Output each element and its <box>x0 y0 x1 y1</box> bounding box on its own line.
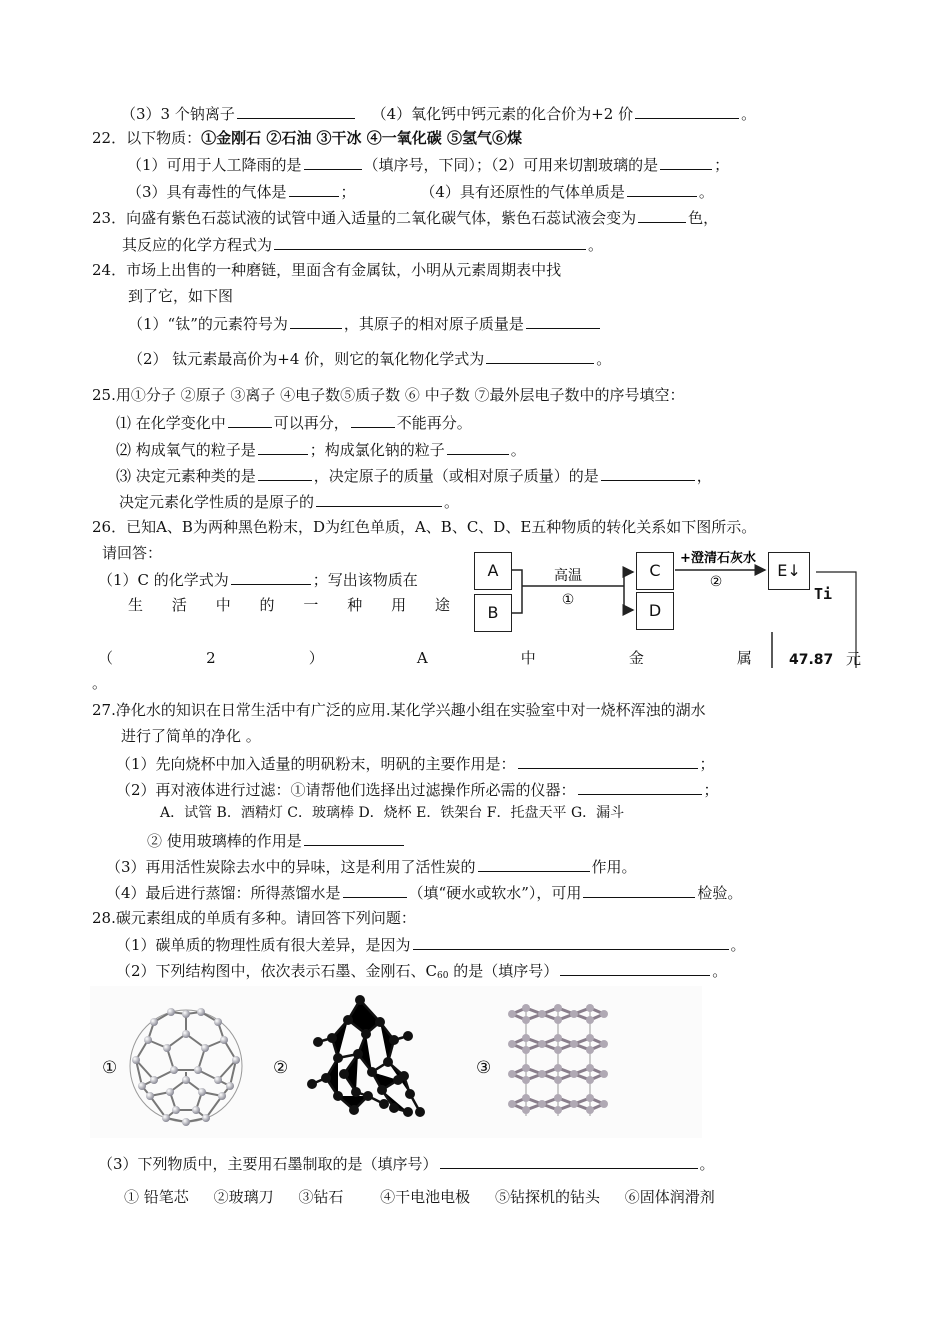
carbon-structures-figure <box>90 986 702 1138</box>
flow-box-e: E↓ <box>768 552 810 590</box>
answer-blank[interactable] <box>316 491 442 507</box>
q24-part1: （1）“钛”的元素符号为 ，其原子的相对原子质量是 <box>128 313 602 334</box>
answer-blank[interactable] <box>304 830 404 846</box>
answer-blank[interactable] <box>601 465 695 481</box>
q26-prompt: 请回答： <box>102 544 163 562</box>
q25-title: 25.用①分子 ②原子 ③离子 ④电子数⑤质子数 ⑥ 中子数 ⑦最外层电子数中的序号填空： <box>92 386 685 404</box>
q22-line2: （3）具有毒性的气体是 ； （4）具有还原性的气体单质是 。 <box>127 183 714 201</box>
q22-line1: （1）可用于人工降雨的是 （填序号，下同）；（2）可用来切割玻璃的是 ； <box>127 156 730 174</box>
q27-title-cont: 进行了简单的净化 。 <box>121 727 261 745</box>
answer-blank[interactable] <box>258 465 312 481</box>
answer-blank[interactable] <box>440 1153 698 1169</box>
q26-end: 。 <box>92 674 108 692</box>
q26-title: 26．已知A、B为两种黑色粉末，D为红色单质，A、B、C、D、E五种物质的转化关系如下图所示。 <box>92 518 757 536</box>
answer-blank[interactable] <box>237 103 355 119</box>
answer-blank[interactable] <box>518 753 698 769</box>
q27-part1: （1）先向烧杯中加入适量的明矾粉末，明矾的主要作用是： ； <box>116 755 715 773</box>
flow-box-a: A <box>474 552 512 590</box>
answer-blank[interactable] <box>343 882 407 898</box>
q27-part3: （3）再用活性炭除去水中的异味，这是利用了活性炭的 作用。 <box>106 858 637 876</box>
q28-options: ① 铅笔芯 ②玻璃刀 ③钻石 ④干电池电极 ⑤钻探机的钻头 ⑥固体润滑剂 <box>124 1188 715 1206</box>
answer-blank[interactable] <box>583 882 695 898</box>
answer-blank[interactable] <box>638 207 686 223</box>
q26-part1: （1）C 的化学式为 ；写出该物质在 <box>98 571 418 589</box>
cond2-number: ② <box>709 574 723 590</box>
diamond-structure-image <box>298 992 448 1134</box>
titanium-mass: 47.87 <box>789 652 834 668</box>
c60-structure-image <box>126 1000 246 1130</box>
titanium-name: 元 <box>846 650 862 668</box>
structure-label-3: ③ <box>476 1058 492 1078</box>
answer-blank[interactable] <box>578 779 702 795</box>
answer-blank[interactable] <box>290 313 342 329</box>
q28-part3: （3）下列物质中，主要用石墨制取的是（填序号） 。 <box>98 1155 715 1173</box>
flow-arrows <box>470 540 810 640</box>
q28-title: 28.碳元素组成的单质有多种。请回答下列问题： <box>92 909 416 927</box>
cond2-label: +澄清石灰水 <box>680 551 756 566</box>
q27-part2b: ② 使用玻璃棒的作用是 <box>147 830 406 851</box>
flow-box-d: D <box>636 592 674 630</box>
q27-options: A．试管 B．酒精灯 C．玻璃棒 D．烧杯 E．铁架台 F．托盘天平 G．漏斗 <box>160 805 625 821</box>
q24-line2: 到了它，如下图 <box>128 287 234 305</box>
answer-blank[interactable] <box>304 154 362 170</box>
answer-blank[interactable] <box>274 234 586 250</box>
flow-box-b: B <box>474 594 512 632</box>
answer-blank[interactable] <box>486 348 594 364</box>
q27-title: 27.净化水的知识在日常生活中有广泛的应用.某化学兴趣小组在实验室中对一烧杯浑浊的湖水 <box>92 701 706 719</box>
graphite-structure-image <box>506 1000 612 1130</box>
answer-blank[interactable] <box>560 960 710 976</box>
q22-title: 22．以下物质：①金刚石 ②石油 ③干冰 ④一氧化碳 ⑤氢气⑥煤 <box>92 129 522 147</box>
answer-blank[interactable] <box>228 412 272 428</box>
q25-part2: ⑵ 构成氧气的粒子是 ；构成氯化钠的粒子 。 <box>116 441 526 459</box>
q26-part2: （ 2 ） A 中 金 属 <box>98 649 752 667</box>
q25-part3: ⑶ 决定元素种类的是 ，决定原子的质量（或相对原子质量）的是 ， <box>116 467 712 485</box>
q24-line1: 24．市场上出售的一种磨链，里面含有金属钛，小明从元素周期表中找 <box>92 261 562 279</box>
q27-part4: （4）最后进行蒸馏：所得蒸馏水是 （填“硬水或软水”），可用 检验。 <box>106 884 743 902</box>
structure-label-1: ① <box>102 1058 118 1078</box>
q28-part2: （2）下列结构图中，依次表示石墨、金刚石、$C_{60}$ 的是（填序号） 。 <box>116 962 728 981</box>
answer-blank[interactable] <box>627 181 697 197</box>
answer-blank[interactable] <box>413 934 729 950</box>
answer-blank[interactable] <box>660 154 712 170</box>
answer-blank[interactable] <box>351 412 395 428</box>
answer-blank[interactable] <box>478 856 590 872</box>
q27-part2: （2）再对液体进行过滤：①请帮他们选择出过滤操作所必需的仪器： ； <box>116 781 719 799</box>
structure-label-2: ② <box>273 1058 289 1078</box>
cond1-label: 高温 <box>554 568 582 584</box>
q26-part1-cont: 生 活 中 的 一 种 用 途 <box>128 596 450 614</box>
q24-part2: （2） 钛元素最高价为+4 价，则它的氧化物化学式为 。 <box>128 350 612 368</box>
q21-line3: （3）3 个钠离子 （4）氧化钙中钙元素的化合价为+2 价 。 <box>121 105 757 123</box>
q23-line1: 23．向盛有紫色石蕊试液的试管中通入适量的二氧化碳气体，紫色石蕊试液会变为 色， <box>92 209 719 227</box>
q23-line2: 其反应的化学方程式为 。 <box>122 236 604 254</box>
answer-blank[interactable] <box>231 569 311 585</box>
q28-part1: （1）碳单质的物理性质有很大差异，是因为 。 <box>116 936 746 954</box>
answer-blank[interactable] <box>635 103 739 119</box>
cond1-number: ① <box>561 592 575 608</box>
answer-blank[interactable] <box>447 439 509 455</box>
q25-part4: 决定元素化学性质的是原子的 。 <box>119 493 460 511</box>
answer-blank[interactable] <box>526 313 600 329</box>
q25-part1: ⑴ 在化学变化中 可以再分， 不能再分。 <box>116 414 472 432</box>
answer-blank[interactable] <box>258 439 308 455</box>
flow-box-c: C <box>636 552 674 590</box>
titanium-symbol: Ti <box>814 585 833 603</box>
answer-blank[interactable] <box>289 181 339 197</box>
